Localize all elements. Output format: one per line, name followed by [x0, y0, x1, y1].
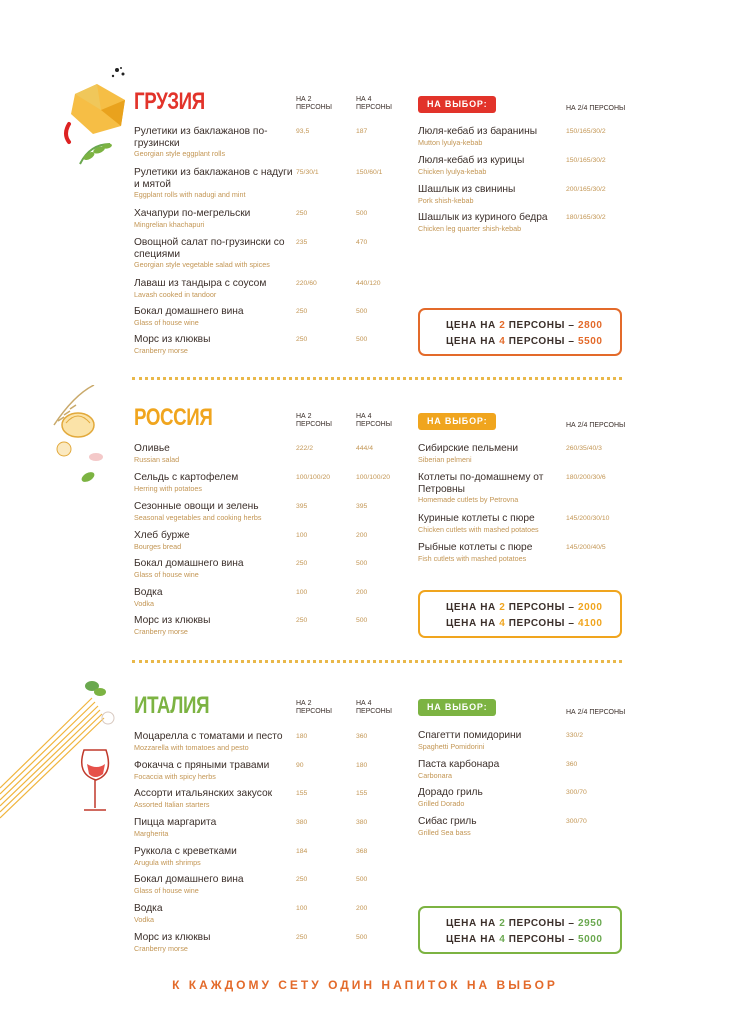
price-mid: ПЕРСОНЫ – [505, 918, 578, 929]
item-weight-2: 250 [296, 617, 308, 624]
item-weight-4: 500 [356, 210, 368, 217]
item-weight-2: 100 [296, 905, 308, 912]
item-weight-2: 250 [296, 876, 308, 883]
item-name-en: Georgian style eggplant rolls [134, 149, 226, 158]
menu-item [134, 817, 294, 838]
column-header-choice: НА 2/4 ПЕРСОНЫ [566, 709, 626, 716]
menu-item [134, 731, 294, 752]
item-name: Морс из клюквы [134, 334, 211, 345]
item-name-en: Margherita [134, 828, 169, 838]
choice-name-en: Carbonara [418, 770, 452, 780]
item-name: Лаваш из тандыра с соусом [134, 278, 267, 289]
column-header-choice: НА 2/4 ПЕРСОНЫ [566, 105, 626, 112]
item-weight-4: 100/100/20 [356, 474, 391, 481]
menu-item [134, 237, 294, 269]
section-title: РОССИЯ [134, 404, 213, 431]
choice-item [418, 155, 568, 176]
item-name: Сезонные овощи и зелень [134, 501, 259, 512]
choice-name: Рыбные котлеты с пюре [418, 542, 533, 553]
price-line-4 [446, 934, 603, 945]
price-line-4 [446, 336, 603, 347]
choice-name-en: Mutton lyulya-kebab [418, 137, 483, 147]
item-weight-2: 250 [296, 560, 308, 567]
item-weight-2: 75/30/1 [296, 169, 319, 176]
item-name-en: Glass of house wine [134, 885, 199, 895]
choice-name: Шашлык из свинины [418, 184, 516, 195]
item-name-en: Vodka [134, 598, 154, 608]
choice-item [418, 816, 568, 837]
choice-weight: 145/200/30/10 [566, 515, 610, 522]
item-weight-4: 500 [356, 560, 368, 567]
item-weight-4: 470 [356, 239, 368, 246]
item-weight-2: 90 [296, 762, 304, 769]
menu-item [134, 472, 294, 493]
choice-weight: 145/200/40/5 [566, 544, 606, 551]
item-weight-4: 500 [356, 934, 368, 941]
choice-weight: 200/165/30/2 [566, 186, 606, 193]
price-prefix: ЦЕНА НА [446, 934, 500, 945]
menu-item [134, 903, 294, 924]
item-name: Ассорти итальянских закусок [134, 788, 273, 799]
choice-weight: 360 [566, 761, 578, 768]
choice-weight: 300/70 [566, 818, 587, 825]
item-name: Фокачча с пряными травами [134, 760, 270, 771]
item-weight-2: 180 [296, 733, 308, 740]
choice-item [418, 513, 563, 534]
menu-item [134, 334, 294, 355]
item-name: Бокал домашнего вина [134, 874, 244, 885]
item-name-en: Eggplant rolls with nadugi and mint [134, 190, 246, 199]
choice-item [418, 184, 568, 205]
price-value: 5500 [577, 336, 603, 347]
choice-name-en: Chicken leg quarter shish-kebab [418, 223, 522, 233]
section-divider [132, 660, 622, 663]
item-name-en: Lavash cooked in tandoor [134, 289, 217, 299]
price-mid: ПЕРСОНЫ – [505, 602, 578, 613]
choice-name: Дорадо гриль [418, 787, 483, 798]
menu-item [134, 615, 294, 636]
item-weight-2: 380 [296, 819, 308, 826]
choice-name: Спагетти помидорини [418, 730, 522, 741]
menu-item [134, 558, 294, 579]
item-name-en: Glass of house wine [134, 569, 199, 579]
item-weight-2: 250 [296, 210, 308, 217]
price-value: 4100 [577, 618, 603, 629]
choice-weight: 300/70 [566, 789, 587, 796]
item-weight-4: 444/4 [356, 445, 374, 452]
menu-item [134, 501, 294, 522]
choice-name: Люля-кебаб из баранины [418, 126, 538, 137]
item-name: Рулетики из баклажанов с надуги и мятой [134, 167, 293, 190]
item-name-en: Mozzarella with tomatoes and pesto [134, 742, 249, 752]
choice-name: Куриные котлеты с пюре [418, 513, 535, 524]
item-name: Хачапури по-мегрельски [134, 208, 251, 219]
price-box [418, 308, 622, 356]
choice-name-en: Chicken cutlets with mashed potatoes [418, 524, 539, 534]
choice-weight: 180/165/30/2 [566, 214, 606, 221]
item-weight-4: 200 [356, 589, 368, 596]
khinkali-illustration-icon [55, 64, 135, 179]
column-header-4-persons: НА 4 ПЕРСОНЫ [356, 700, 392, 715]
item-name-en: Russian salad [134, 454, 180, 464]
choice-name: Сибас гриль [418, 816, 477, 827]
choice-badge: НА ВЫБОР: [418, 413, 496, 430]
item-name-en: Arugula with shrimps [134, 857, 201, 867]
choice-item [418, 126, 568, 147]
price-mid: ПЕРСОНЫ – [505, 618, 578, 629]
choice-name: Сибирские пельмени [418, 443, 519, 454]
section-title: ИТАЛИЯ [134, 692, 210, 719]
column-header-2-persons: НА 2 ПЕРСОНЫ [296, 96, 332, 111]
footer-note: К КАЖДОМУ СЕТУ ОДИН НАПИТОК НА ВЫБОР [172, 978, 558, 992]
choice-name: Котлеты по-домашнему от Петровны [418, 472, 544, 495]
item-name-en: Georgian style vegetable salad with spices [134, 260, 270, 269]
item-name-en: Vodka [134, 914, 154, 924]
choice-name-en: Siberian pelmeni [418, 454, 472, 464]
choice-name: Люля-кебаб из курицы [418, 155, 525, 166]
choice-name-en: Grilled Dorado [418, 798, 465, 808]
item-name: Морс из клюквы [134, 932, 211, 943]
choice-name-en: Pork shish-kebab [418, 195, 474, 205]
price-value: 2000 [577, 602, 603, 613]
price-line-4 [446, 618, 603, 629]
choice-item [418, 542, 568, 563]
item-name: Бокал домашнего вина [134, 558, 244, 569]
item-weight-2: 100 [296, 532, 308, 539]
menu-item [134, 874, 294, 895]
choice-name-en: Spaghetti Pomidorini [418, 741, 485, 751]
pasta-wine-illustration-icon [0, 668, 125, 828]
choice-weight: 150/165/30/2 [566, 128, 606, 135]
price-persons: 2 [499, 918, 506, 929]
menu-item [134, 788, 294, 809]
choice-name: Шашлык из куриного бедра [418, 212, 548, 223]
menu-item [134, 760, 294, 781]
item-weight-2: 93,5 [296, 128, 310, 135]
choice-item [418, 759, 568, 780]
item-name-en: Mingrelian khachapuri [134, 219, 205, 229]
item-weight-2: 100/100/20 [296, 474, 331, 481]
menu-item [134, 932, 294, 953]
price-mid: ПЕРСОНЫ – [505, 934, 578, 945]
item-name: Моцарелла с томатами и песто [134, 731, 283, 742]
price-box [418, 590, 622, 638]
column-header-4-persons: НА 4 ПЕРСОНЫ [356, 96, 392, 111]
column-header-2-persons: НА 2 ПЕРСОНЫ [296, 413, 332, 428]
menu-item [134, 306, 294, 327]
item-weight-4: 155 [356, 790, 368, 797]
price-persons: 2 [499, 320, 506, 331]
item-weight-2: 250 [296, 934, 308, 941]
price-persons: 2 [499, 602, 506, 613]
choice-item [418, 212, 558, 233]
item-weight-2: 220/60 [296, 280, 317, 287]
price-value: 2800 [577, 320, 603, 331]
choice-weight: 260/35/40/3 [566, 445, 602, 452]
item-name-en: Assorted Italian starters [134, 799, 210, 809]
menu-item [134, 278, 294, 299]
menu-item [134, 530, 294, 551]
column-header-4-persons: НА 4 ПЕРСОНЫ [356, 413, 392, 428]
price-prefix: ЦЕНА НА [446, 336, 500, 347]
price-persons: 4 [499, 336, 506, 347]
choice-item [418, 443, 568, 464]
item-weight-4: 380 [356, 819, 368, 826]
item-weight-4: 368 [356, 848, 368, 855]
price-mid: ПЕРСОНЫ – [505, 320, 578, 331]
item-weight-4: 200 [356, 905, 368, 912]
item-weight-4: 187 [356, 128, 368, 135]
choice-name: Паста карбонара [418, 759, 500, 770]
column-header-2-persons: НА 2 ПЕРСОНЫ [296, 700, 332, 715]
price-line-2 [446, 918, 603, 929]
item-weight-4: 360 [356, 733, 368, 740]
choice-item [418, 730, 568, 751]
item-weight-4: 440/120 [356, 280, 381, 287]
item-name: Хлеб бурже [134, 530, 190, 541]
menu-item [134, 443, 294, 464]
item-name-en: Focaccia with spicy herbs [134, 771, 216, 781]
item-name-en: Cranberry morse [134, 626, 188, 636]
pelmeni-illustration-icon [48, 385, 128, 495]
price-value: 5000 [577, 934, 603, 945]
item-name-en: Cranberry morse [134, 943, 188, 953]
item-weight-2: 395 [296, 503, 308, 510]
item-weight-4: 500 [356, 876, 368, 883]
item-name: Руккола с креветками [134, 846, 237, 857]
item-weight-2: 235 [296, 239, 308, 246]
price-prefix: ЦЕНА НА [446, 618, 500, 629]
item-name-en: Seasonal vegetables and cooking herbs [134, 512, 262, 522]
choice-weight: 180/200/30/6 [566, 474, 606, 481]
item-weight-2: 155 [296, 790, 308, 797]
choice-name-en: Chicken lyulya-kebab [418, 166, 487, 176]
choice-name-en: Homemade cutlets by Petrovna [418, 495, 519, 504]
item-weight-4: 500 [356, 336, 368, 343]
item-name: Оливье [134, 443, 170, 454]
item-weight-4: 150/60/1 [356, 169, 383, 176]
price-line-2 [446, 602, 603, 613]
choice-name-en: Grilled Sea bass [418, 827, 471, 837]
item-weight-2: 250 [296, 308, 308, 315]
item-name-en: Herring with potatoes [134, 483, 202, 493]
item-name: Водка [134, 903, 163, 914]
item-name-en: Cranberry morse [134, 345, 188, 355]
item-name-en: Glass of house wine [134, 317, 199, 327]
item-name-en: Bourges bread [134, 541, 182, 551]
item-weight-2: 100 [296, 589, 308, 596]
item-weight-2: 222/2 [296, 445, 314, 452]
price-prefix: ЦЕНА НА [446, 320, 500, 331]
item-name: Морс из клюквы [134, 615, 211, 626]
item-name: Овощной салат по-грузински со специями [134, 237, 285, 260]
choice-weight: 330/2 [566, 732, 584, 739]
item-weight-4: 200 [356, 532, 368, 539]
choice-weight: 150/165/30/2 [566, 157, 606, 164]
price-line-2 [446, 320, 603, 331]
menu-item [134, 587, 294, 608]
section-divider [132, 377, 622, 380]
item-name: Пицца маргарита [134, 817, 217, 828]
item-name: Водка [134, 587, 163, 598]
choice-item [418, 472, 558, 504]
item-weight-4: 395 [356, 503, 368, 510]
price-box [418, 906, 622, 954]
choice-badge: НА ВЫБОР: [418, 699, 496, 716]
menu-item [134, 126, 294, 158]
menu-item [134, 167, 294, 199]
price-persons: 4 [499, 618, 506, 629]
section-title: ГРУЗИЯ [134, 88, 205, 115]
item-weight-2: 250 [296, 336, 308, 343]
item-weight-4: 500 [356, 308, 368, 315]
price-mid: ПЕРСОНЫ – [505, 336, 578, 347]
column-header-choice: НА 2/4 ПЕРСОНЫ [566, 422, 626, 429]
price-persons: 4 [499, 934, 506, 945]
menu-item [134, 846, 294, 867]
menu-item [134, 208, 294, 229]
item-weight-4: 500 [356, 617, 368, 624]
choice-badge: НА ВЫБОР: [418, 96, 496, 113]
price-value: 2950 [577, 918, 603, 929]
item-weight-4: 180 [356, 762, 368, 769]
item-name: Бокал домашнего вина [134, 306, 244, 317]
price-prefix: ЦЕНА НА [446, 602, 500, 613]
item-weight-2: 184 [296, 848, 308, 855]
item-name: Рулетики из баклажанов по-грузински [134, 126, 268, 149]
choice-name-en: Fish cutlets with mashed potatoes [418, 553, 527, 563]
price-prefix: ЦЕНА НА [446, 918, 500, 929]
choice-item [418, 787, 568, 808]
item-name: Сельдь с картофелем [134, 472, 239, 483]
